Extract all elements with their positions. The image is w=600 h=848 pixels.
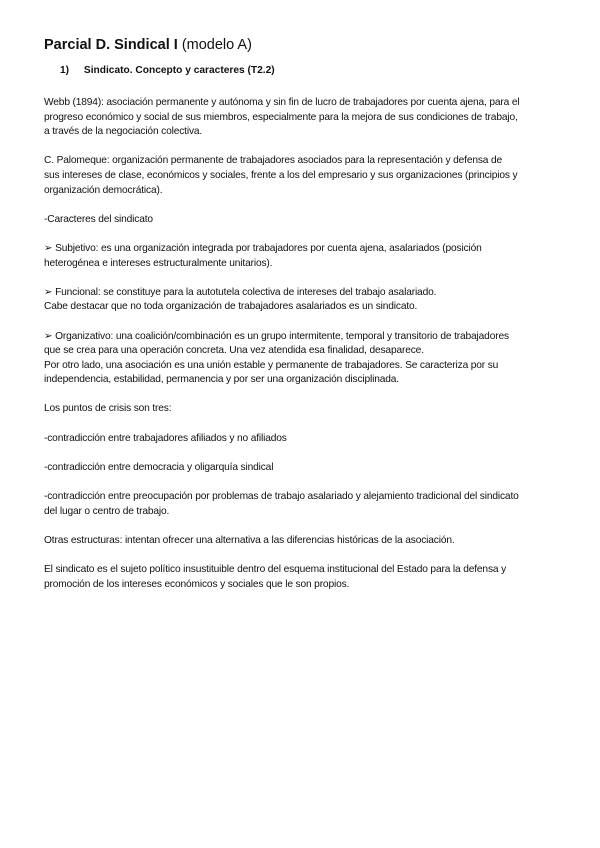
document-page xyxy=(44,36,520,592)
paragraph-otras: Otras estructuras: intentan ofrecer una alternativa a las diferencias históricas de la asociación. xyxy=(44,534,455,546)
paragraph-crisis-1: -contradicción entre trabajadores afiliados y no afiliados xyxy=(44,432,287,444)
section-heading xyxy=(60,64,520,78)
paragraph-organizativo: ➢ Organizativo: una coalición/combinación es un grupo intermitente, temporal y transitorio de trabajadores que se crea para una operación concreta. Una vez atendida esa finalidad, desaparece. xyxy=(44,330,509,357)
paragraph-crisis-3: -contradicción entre preocupación por problemas de trabajo asalariado y alejamiento tradicional del sindicato del lugar o centro de trabajo. xyxy=(44,491,519,517)
title-main: Parcial D. Sindical I xyxy=(44,37,178,53)
title-subtitle: (modelo A) xyxy=(181,37,252,53)
paragraph-palomeque: C. Palomeque: organización permanente de trabajadores asociados para la representación y defensa de sus intereses de clase, económicos y sociales, frente a los del empresario y sus organizaciones (principios y organización democrática). xyxy=(44,155,518,196)
paragraph-organizativo-2: Por otro lado, una asociación es una unión estable y permanente de trabajadores. Se caracteriza por su independencia, estabilidad, permanencia y por ser una organización disciplinada. xyxy=(44,359,499,386)
paragraph-funcional: ➢ Funcional: se constituye para la autotutela colectiva de intereses del trabajo asalariado. xyxy=(44,286,437,298)
paragraph-funcional-2: Cabe destacar que no toda organización de trabajadores asalariados es un sindicato. xyxy=(44,301,418,313)
document-title xyxy=(44,36,520,54)
paragraph-webb: Webb (1894): asociación permanente y autónoma y sin fin de lucro de trabajadores por cuenta ajena, para el progreso económico y social de sus miembros, especialmente para la mejora de sus condiciones de trabajo, a través de la negociación colectiva. xyxy=(44,97,520,138)
section-title: Sindicato. Concepto y caracteres (T2.2) xyxy=(83,65,275,76)
paragraph-caracteres-label: -Caracteres del sindicato xyxy=(44,213,153,225)
paragraph-crisis-2: -contradicción entre democracia y oligarquía sindical xyxy=(44,461,274,473)
paragraph-conclusion: El sindicato es el sujeto político insustituible dentro del esquema institucional del Estado para la defensa y promoción de los intereses económicos y sociales que le son propios. xyxy=(44,564,507,590)
paragraph-crisis-intro: Los puntos de crisis son tres: xyxy=(44,403,172,415)
paragraph-subjetivo: ➢ Subjetivo: es una organización integrada por trabajadores por cuenta ajena, asalariados (posición heterogénea e intereses estructuralmente unitarios). xyxy=(44,242,482,269)
section-number: 1) xyxy=(60,65,70,76)
